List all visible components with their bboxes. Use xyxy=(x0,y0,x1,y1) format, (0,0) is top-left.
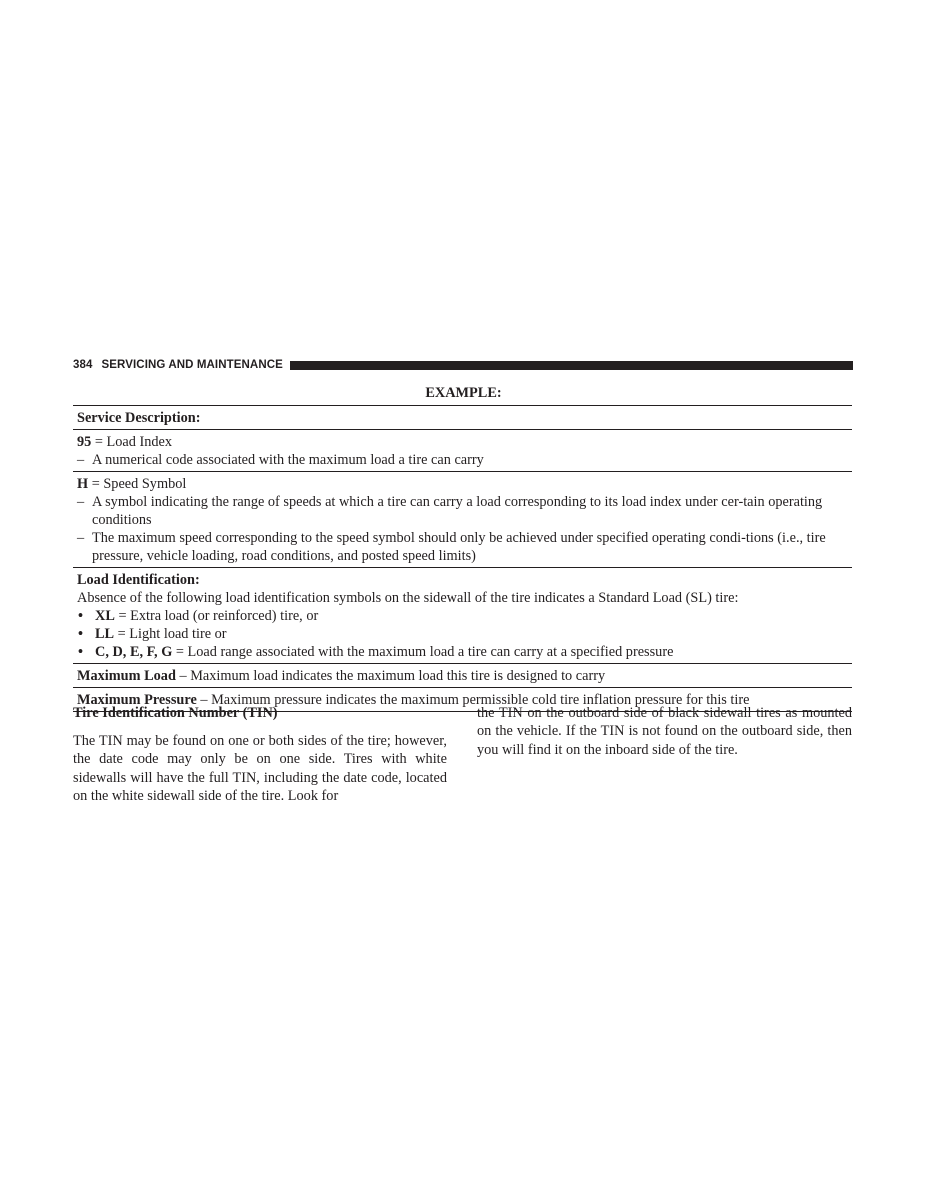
load-index-code: 95 xyxy=(77,434,92,450)
load-index-line xyxy=(77,433,848,451)
speed-symbol-line xyxy=(77,475,848,493)
bullet-icon: • xyxy=(78,626,84,642)
load-index-label: = Load Index xyxy=(94,434,173,450)
load-identification-row xyxy=(73,567,852,663)
service-description-row xyxy=(73,405,852,429)
speed-symbol-code: H xyxy=(77,476,89,492)
tin-paragraph-right: the TIN on the outboard side of black sidewall tires as mounted on the vehicle. If the TIN is not found on the outboard side, then you will find it on the inboard side of the tire. xyxy=(477,705,852,758)
section-title: SERVICING AND MAINTENANCE xyxy=(101,359,283,371)
maximum-pressure-term: Maximum Pressure xyxy=(77,692,197,708)
maximum-pressure-text: – Maximum pressure indicates the maximum permissible cold tire inflation pressure for this tire xyxy=(200,692,750,708)
load-index-dash-item: – A numerical code associated with the maximum load a tire can carry xyxy=(77,452,484,468)
speed-symbol-dash-item: – The maximum speed corresponding to the speed symbol should only be achieved under specified operating condi-tions (i.e., tire pressure, vehicle loading, road conditions, and posted speed limits) xyxy=(77,530,826,564)
tin-heading: Tire Identification Number (TIN) xyxy=(73,705,278,721)
speed-symbol-dash-item: – A symbol indicating the range of speeds at which a tire can carry a load corresponding to its load index under cer-tain operating conditions xyxy=(77,494,823,528)
page-number: 384 xyxy=(73,359,93,371)
example-table xyxy=(73,381,852,712)
maximum-load-term: Maximum Load xyxy=(77,668,176,684)
maximum-load-row xyxy=(73,663,852,687)
right-column xyxy=(477,704,852,759)
table-caption: EXAMPLE: xyxy=(425,385,502,401)
page-header xyxy=(73,359,853,371)
speed-symbol-row xyxy=(73,471,852,567)
bullet-icon: • xyxy=(78,644,84,660)
speed-symbol-label: = Speed Symbol xyxy=(91,476,187,492)
service-description-heading: Service Description: xyxy=(77,410,201,426)
tin-paragraph-left: The TIN may be found on one or both sides of the tire; however, the date code may only be on one side. Tires with white sidewalls will have the full TIN, including the date code, located on the white sidewall side of the tire. Look for xyxy=(73,733,447,805)
load-identification-heading: Load Identification: xyxy=(77,572,200,588)
load-identification-item: • C, D, E, F, G = Load range associated with the maximum load a tire can carry at a specified pressure xyxy=(78,644,674,660)
maximum-load-text: – Maximum load indicates the maximum load this tire is designed to carry xyxy=(179,668,606,684)
header-rule xyxy=(290,361,853,370)
bullet-icon: • xyxy=(78,608,84,624)
left-column xyxy=(73,704,447,806)
load-identification-intro: Absence of the following load identification symbols on the sidewall of the tire indicates a Standard Load (SL) tire: xyxy=(77,590,739,606)
load-index-row xyxy=(73,429,852,471)
load-identification-item: • XL = Extra load (or reinforced) tire, or xyxy=(78,608,319,624)
load-identification-item: • LL = Light load tire or xyxy=(78,626,227,642)
